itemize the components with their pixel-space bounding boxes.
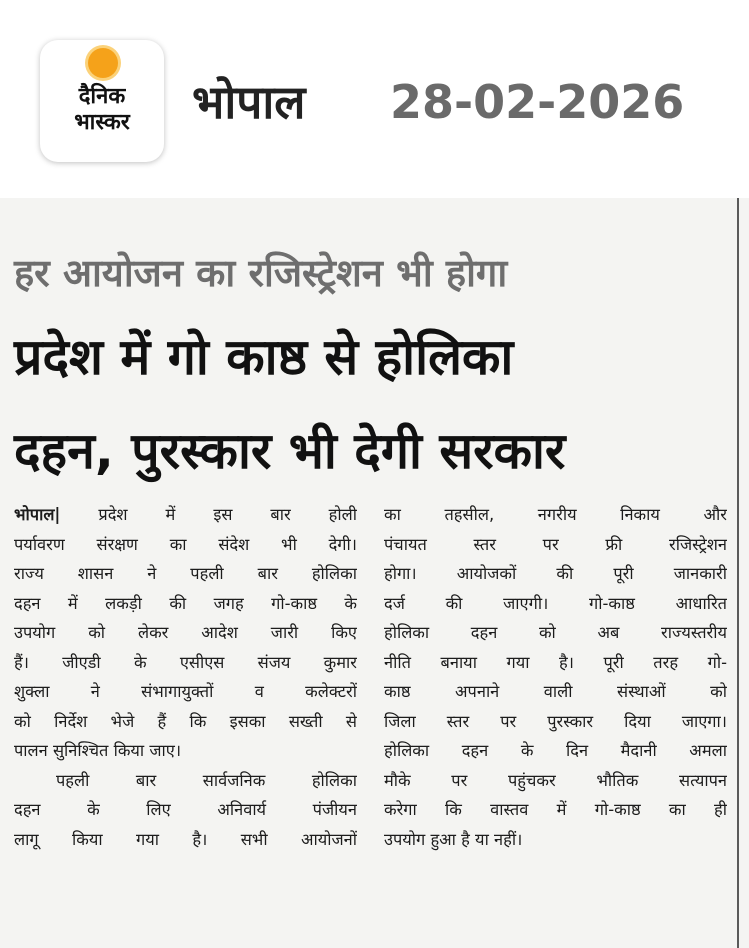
article-line: दहन के लिए अनिवार्य पंजीयन bbox=[14, 800, 357, 819]
article-line: लागू किया गया है। सभी आयोजनों bbox=[14, 829, 357, 849]
article-line: जिला स्तर पर पुरस्कार दिया जाएगा। bbox=[384, 711, 727, 731]
logo-line-2: भास्कर bbox=[74, 110, 130, 135]
article-line: को निर्देश भेजे हैं कि इसका सख्ती से bbox=[14, 711, 357, 731]
article-kicker: हर आयोजन का रजिस्ट्रेशन भी होगा bbox=[14, 251, 508, 295]
article-line bbox=[14, 500, 357, 530]
article-line: पर्यावरण संरक्षण का संदेश भी देगी। bbox=[14, 534, 357, 554]
article-line: दहन में लकड़ी की जगह गो-काष्ठ के bbox=[14, 593, 357, 613]
article-headline-line-2: दहन, पुरस्कार भी देगी सरकार bbox=[14, 422, 566, 480]
article-line: होगा। आयोजकों की पूरी जानकारी bbox=[384, 564, 727, 583]
dainik-bhaskar-logo bbox=[40, 40, 164, 162]
article-line: होलिका दहन को अब राज्यस्तरीय bbox=[384, 623, 727, 642]
article-line: उपयोग हुआ है या नहीं। bbox=[384, 829, 523, 849]
edition-date: 28-02-2026 bbox=[390, 75, 685, 129]
article-line: का तहसील, नगरीय निकाय और bbox=[384, 505, 727, 524]
clipping-edge-rule bbox=[737, 198, 739, 948]
article-left-column bbox=[14, 500, 357, 854]
article-line: करेगा कि वास्तव में गो-काष्ठ का ही bbox=[384, 800, 727, 819]
logo-line-1: दैनिक bbox=[78, 84, 126, 109]
article-line: काष्ठ अपनाने वाली संस्थाओं को bbox=[384, 682, 727, 701]
header bbox=[0, 0, 749, 190]
article-line: दर्ज की जाएगी। गो-काष्ठ आधारित bbox=[384, 593, 727, 613]
sun-icon bbox=[88, 48, 118, 78]
article-headline-line-1: प्रदेश में गो काष्ठ से होलिका bbox=[14, 328, 514, 386]
article-right-column bbox=[384, 500, 727, 854]
article-line-text: प्रदेश में इस बार होली bbox=[98, 505, 357, 524]
article-line: होलिका दहन के दिन मैदानी अमला bbox=[384, 741, 727, 760]
article-line: राज्य शासन ने पहली बार होलिका bbox=[14, 564, 357, 583]
article-line: हैं। जीएडी के एसीएस संजय कुमार bbox=[14, 652, 357, 672]
article-line: पालन सुनिश्चित किया जाए। bbox=[14, 741, 182, 760]
article-line: शुक्ला ने संभागायुक्तों व कलेक्टरों bbox=[14, 682, 357, 701]
article-line: पहली बार सार्वजनिक होलिका bbox=[56, 770, 357, 790]
edition-city: भोपाल bbox=[192, 75, 306, 129]
article-line: मौके पर पहुंचकर भौतिक सत्यापन bbox=[384, 770, 727, 790]
article-line: पंचायत स्तर पर फ्री रजिस्ट्रेशन bbox=[384, 534, 727, 554]
article-line: नीति बनाया गया है। पूरी तरह गो- bbox=[384, 652, 727, 672]
article-dateline: भोपाल| bbox=[14, 505, 61, 524]
article-line: उपयोग को लेकर आदेश जारी किए bbox=[14, 623, 357, 642]
